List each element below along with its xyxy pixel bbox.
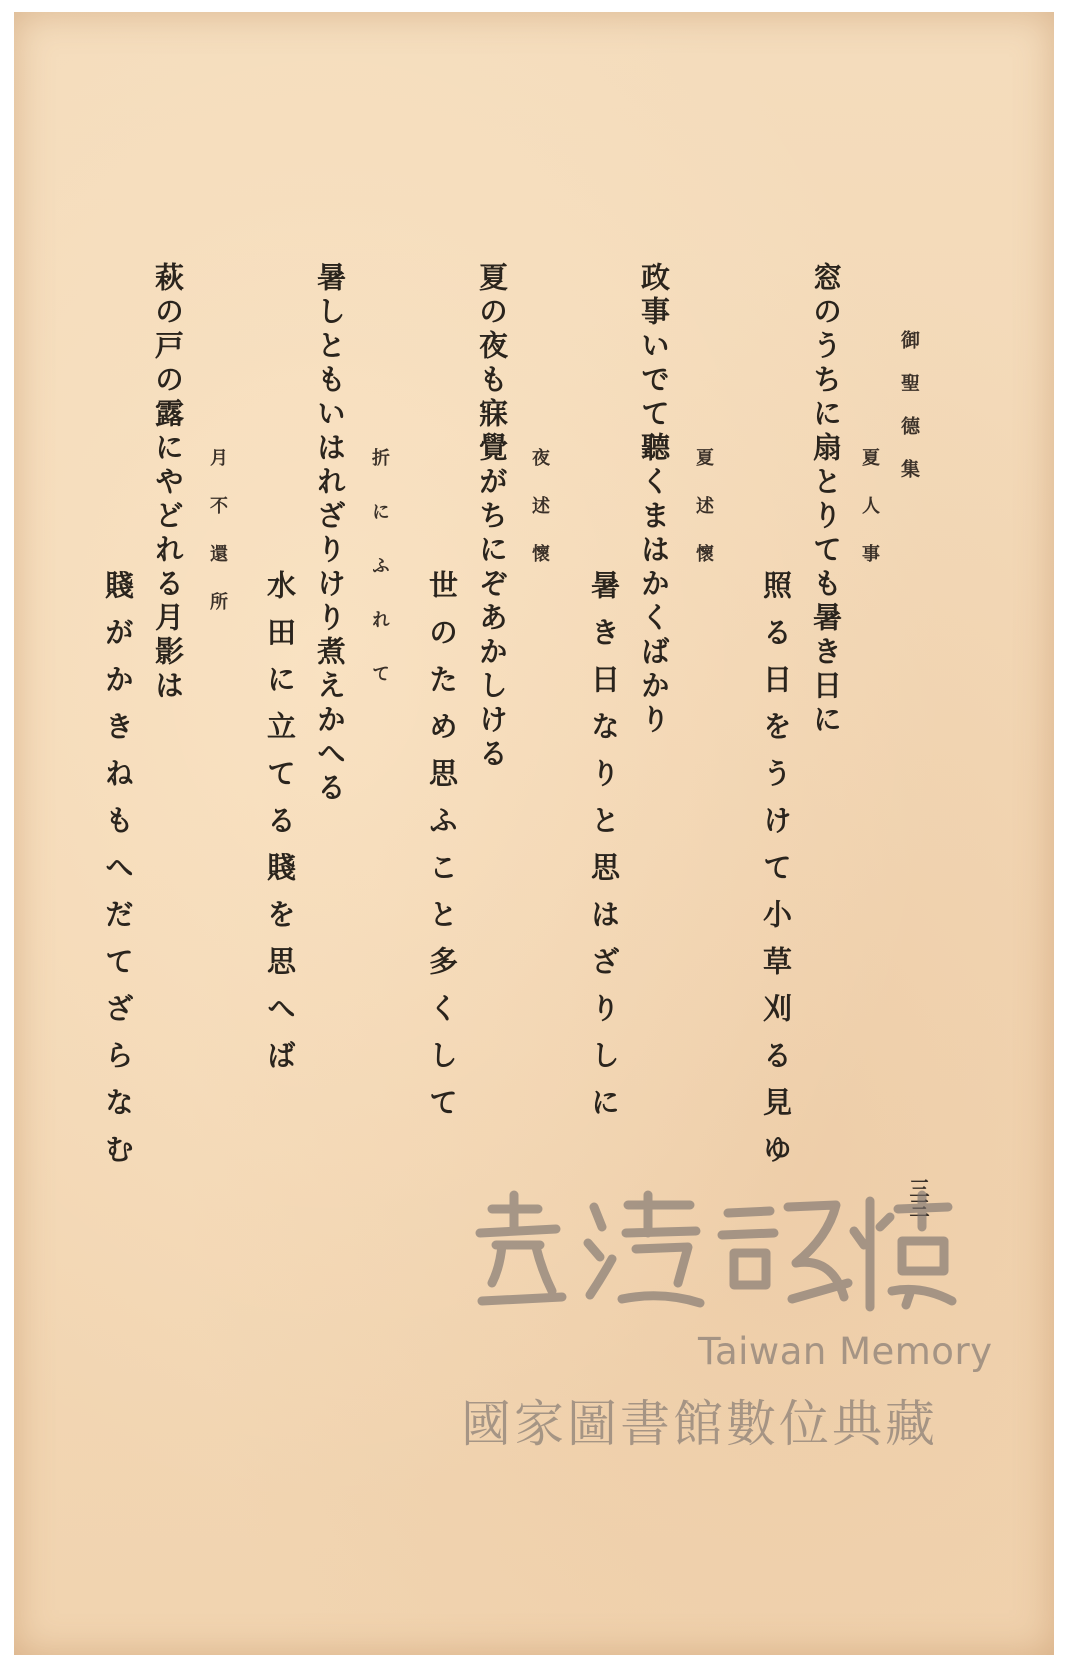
poem-line-1: 窓のうちに扇とりても暑き日に xyxy=(809,262,843,738)
poem-line-1: 萩の戸の露にやどれる月影は xyxy=(151,262,185,704)
poem-line-1: 政事いでて聽くまはかくばかり xyxy=(637,262,671,738)
poem-line-2: 賤がかきねもへだてざらなむ xyxy=(101,570,135,1181)
poem-line-1: 暑しともいはれざりけり煮えかへる xyxy=(313,262,347,806)
poem-topic: 夏人事 xyxy=(859,448,880,592)
book-title: 御聖德集 xyxy=(898,330,920,502)
poem-topic: 折にふれて xyxy=(369,448,390,718)
watermark-chinese: 國家圖書館數位典藏 xyxy=(461,1395,938,1453)
poem-line-2: 水田に立てる賤を思へば xyxy=(263,570,297,1087)
page-number: 三三 xyxy=(906,1178,930,1218)
poem-topic: 夏述懷 xyxy=(693,448,714,592)
taiwan-memory-logo xyxy=(452,1187,957,1317)
poem-line-1: 夏の夜も寐覺がちにぞあかしける xyxy=(475,262,509,772)
book-page xyxy=(14,12,1054,1655)
poem-topic: 夜述懷 xyxy=(529,448,550,592)
poem-topic: 月不還所 xyxy=(207,448,228,640)
watermark-english: Taiwan Memory xyxy=(698,1330,993,1373)
poem-line-2: 暑き日なりと思はざりしに xyxy=(587,570,621,1134)
poem-line-2: 照る日をうけて小草刈る見ゆ xyxy=(759,570,793,1181)
poem-line-2: 世のため思ふこと多くして xyxy=(425,570,459,1134)
